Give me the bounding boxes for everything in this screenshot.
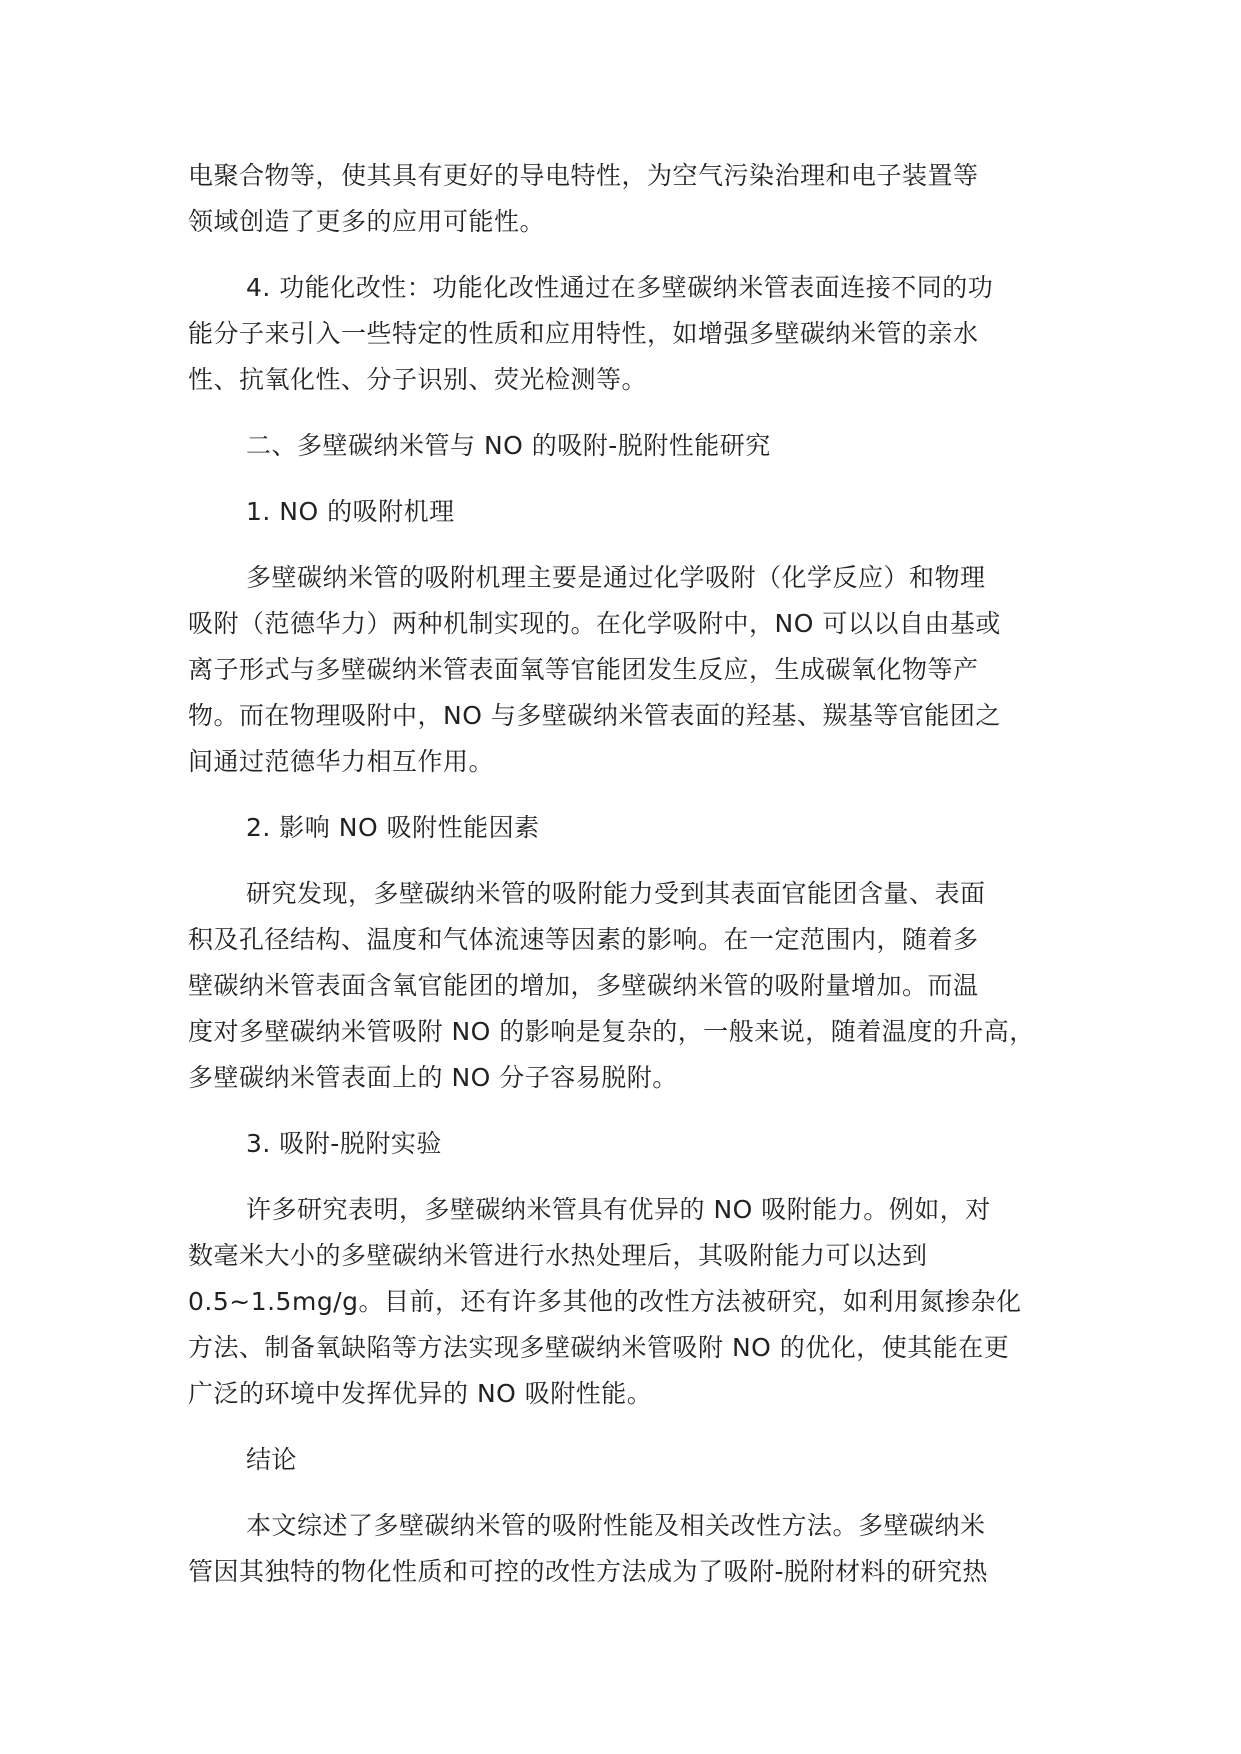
text-line: 离子形式与多壁碳纳米管表面氧等官能团发生反应，生成碳氧化物等产: [188, 655, 979, 684]
text-line: 多壁碳纳米管表面上的 NO 分子容易脱附。: [188, 1063, 678, 1092]
subsection-heading: 2. 影响 NO 吸附性能因素: [246, 813, 540, 842]
text-line: 本文综述了多壁碳纳米管的吸附性能及相关改性方法。多壁碳纳米: [246, 1511, 986, 1540]
text-line: 许多研究表明，多壁碳纳米管具有优异的 NO 吸附能力。例如，对: [246, 1195, 991, 1224]
text-line: 管因其独特的物化性质和可控的改性方法成为了吸附-脱附材料的研究热: [188, 1557, 989, 1586]
subsection-heading: 3. 吸附-脱附实验: [246, 1129, 442, 1158]
text-line: 4. 功能化改性：功能化改性通过在多壁碳纳米管表面连接不同的功: [246, 273, 994, 302]
text-line: 能分子来引入一些特定的性质和应用特性，如增强多壁碳纳米管的亲水: [188, 319, 979, 348]
subsection-heading: 1. NO 的吸附机理: [246, 497, 455, 526]
text-line: 积及孔径结构、温度和气体流速等因素的影响。在一定范围内，随着多: [188, 925, 979, 954]
text-line: 数毫米大小的多壁碳纳米管进行水热处理后，其吸附能力可以达到: [188, 1241, 928, 1270]
text-line: 0.5~1.5mg/g。目前，还有许多其他的改性方法被研究，如利用氮掺杂化: [188, 1287, 1022, 1316]
text-line: 电聚合物等，使其具有更好的导电特性，为空气污染治理和电子装置等: [188, 161, 979, 190]
text-line: 性、抗氧化性、分子识别、荧光检测等。: [188, 365, 648, 394]
text-line: 物。而在物理吸附中，NO 与多壁碳纳米管表面的羟基、羰基等官能团之: [188, 701, 1001, 730]
section-heading: 结论: [246, 1445, 298, 1474]
text-line: 吸附（范德华力）两种机制实现的。在化学吸附中，NO 可以以自由基或: [188, 609, 1001, 638]
text-line: 度对多壁碳纳米管吸附 NO 的影响是复杂的，一般来说，随着温度的升高，: [188, 1017, 1035, 1046]
section-heading: 二、多壁碳纳米管与 NO 的吸附-脱附性能研究: [246, 431, 771, 460]
text-line: 壁碳纳米管表面含氧官能团的增加，多壁碳纳米管的吸附量增加。而温: [188, 971, 979, 1000]
text-line: 多壁碳纳米管的吸附机理主要是通过化学吸附（化学反应）和物理: [246, 563, 986, 592]
text-line: 方法、制备氧缺陷等方法实现多壁碳纳米管吸附 NO 的优化，使其能在更: [188, 1333, 1010, 1362]
text-line: 间通过范德华力相互作用。: [188, 747, 495, 776]
text-line: 研究发现，多壁碳纳米管的吸附能力受到其表面官能团含量、表面: [246, 879, 986, 908]
text-line: 广泛的环境中发挥优异的 NO 吸附性能。: [188, 1379, 653, 1408]
text-line: 领域创造了更多的应用可能性。: [188, 207, 546, 236]
